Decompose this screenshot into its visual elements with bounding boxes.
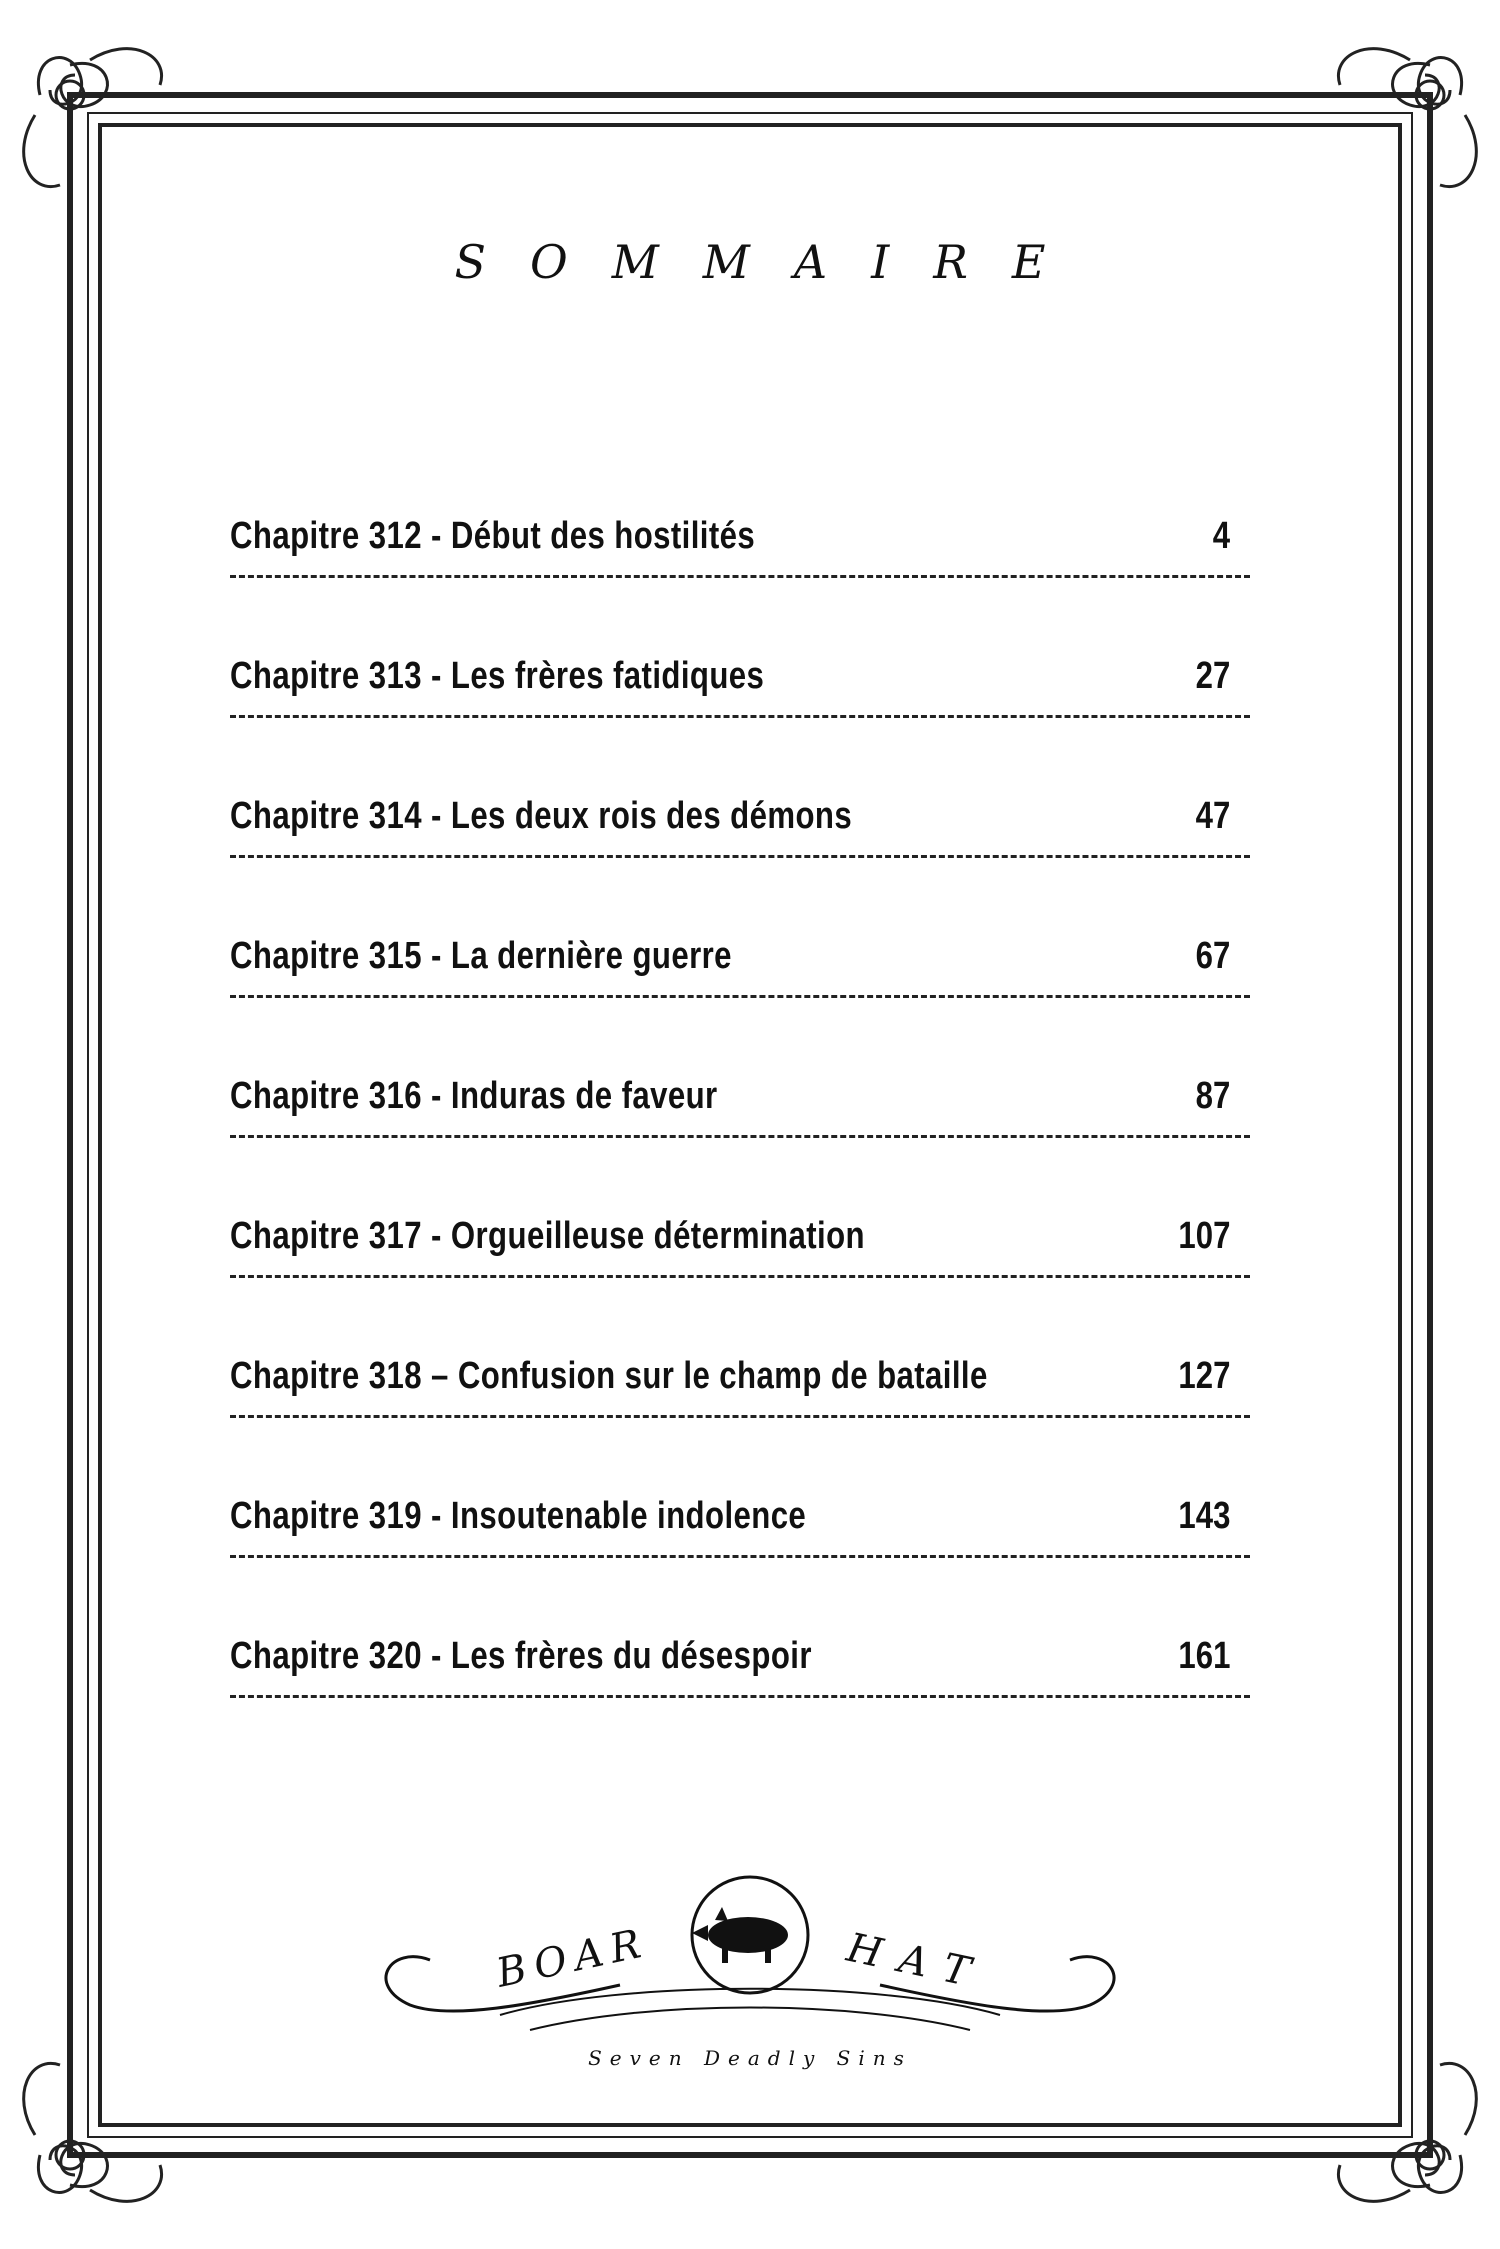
chapter-label: Chapitre 313 - Les frères fatidiques — [230, 655, 765, 697]
table-of-contents — [230, 515, 1250, 1775]
chapter-label: Chapitre 318 – Confusion sur le champ de bataille — [230, 1355, 988, 1397]
logo-word-right: HAT — [842, 1924, 992, 2000]
page-number: 161 — [1178, 1635, 1230, 1677]
chapter-label: Chapitre 317 - Orgueilleuse détermination — [230, 1215, 865, 1257]
page-number: 47 — [1195, 795, 1230, 837]
toc-entry — [230, 1075, 1250, 1215]
page-number: 87 — [1195, 1075, 1230, 1117]
chapter-label: Chapitre 315 - La dernière guerre — [230, 935, 732, 977]
dashed-divider — [230, 1555, 1250, 1558]
logo-word-left: BOAR — [492, 1919, 653, 1997]
chapter-label: Chapitre 319 - Insoutenable indolence — [230, 1495, 807, 1537]
page-number: 143 — [1178, 1495, 1230, 1537]
dashed-divider — [230, 575, 1250, 578]
dashed-divider — [230, 1415, 1250, 1418]
chapter-label: Chapitre 316 - Induras de faveur — [230, 1075, 718, 1117]
dashed-divider — [230, 715, 1250, 718]
page-number: 27 — [1195, 655, 1230, 697]
page-number: 127 — [1178, 1355, 1230, 1397]
toc-entry — [230, 655, 1250, 795]
page-title: SOMMAIRE — [454, 235, 1090, 289]
toc-entry — [230, 1355, 1250, 1495]
page-number: 67 — [1195, 935, 1230, 977]
page-number: 4 — [1212, 515, 1230, 557]
chapter-label: Chapitre 320 - Les frères du désespoir — [230, 1635, 812, 1677]
page-number: 107 — [1178, 1215, 1230, 1257]
dashed-divider — [230, 1275, 1250, 1278]
dashed-divider — [230, 995, 1250, 998]
chapter-label: Chapitre 312 - Début des hostilités — [230, 515, 756, 557]
boar-hat-logo — [370, 1865, 1130, 2105]
dashed-divider — [230, 1695, 1250, 1698]
toc-entry — [230, 1495, 1250, 1635]
boar-icon — [692, 1907, 788, 1963]
logo-tagline: Seven Deadly Sins — [588, 2046, 912, 2070]
toc-entry — [230, 795, 1250, 935]
dashed-divider — [230, 1135, 1250, 1138]
toc-entry — [230, 515, 1250, 655]
chapter-label: Chapitre 314 - Les deux rois des démons — [230, 795, 853, 837]
dashed-divider — [230, 855, 1250, 858]
toc-entry — [230, 935, 1250, 1075]
toc-entry — [230, 1635, 1250, 1775]
toc-entry — [230, 1215, 1250, 1355]
